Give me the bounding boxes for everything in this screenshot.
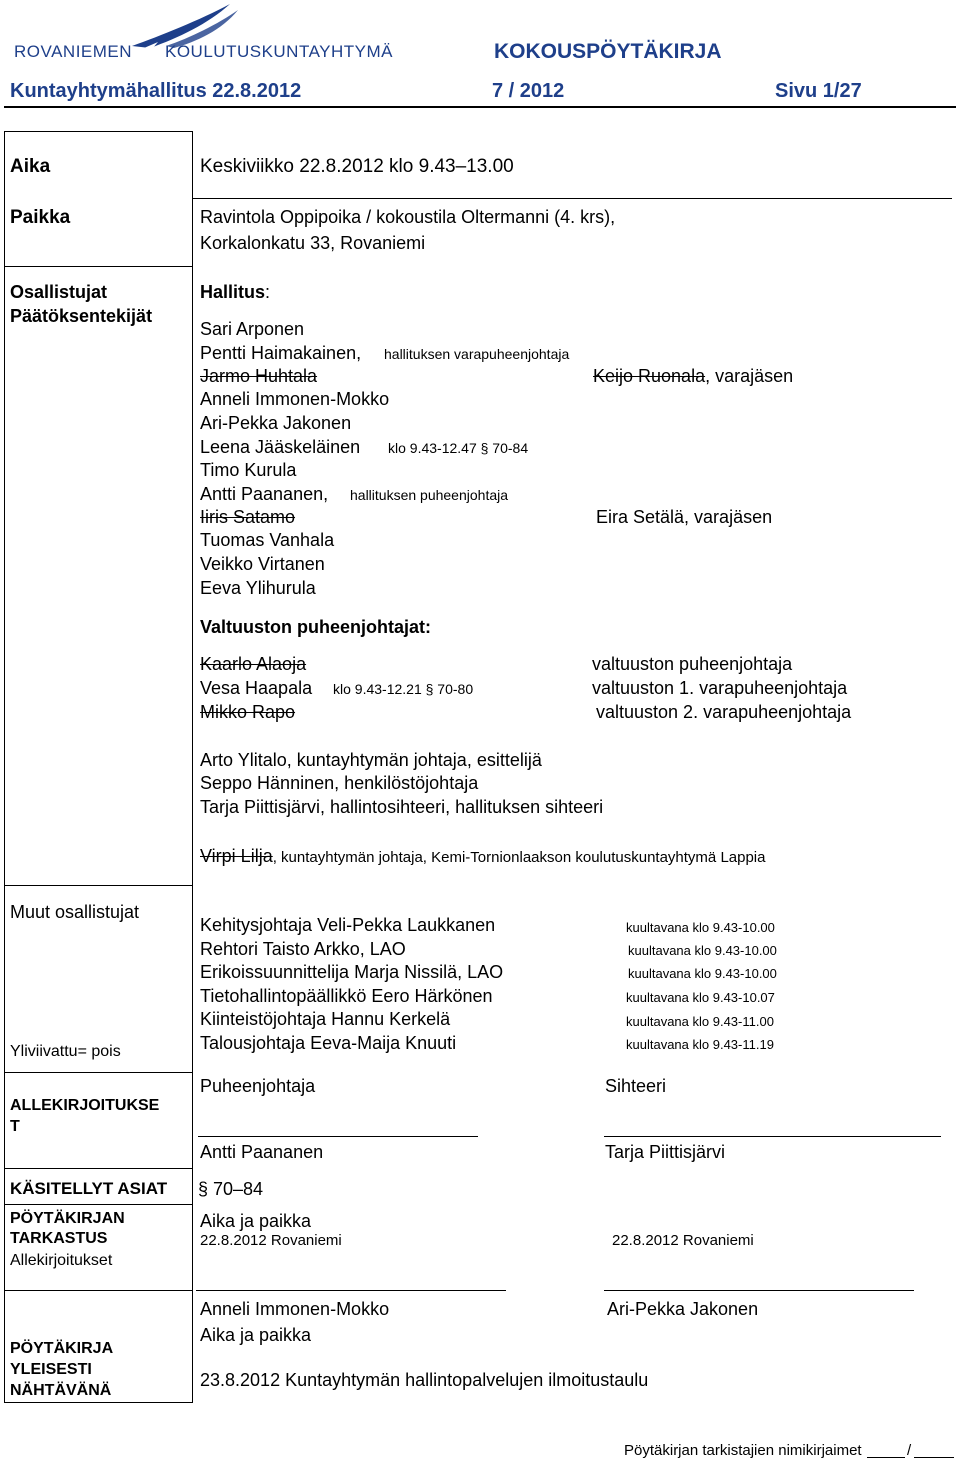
muut-time: kuultavana klo 9.43-10.07 xyxy=(626,990,775,1005)
label-nahtavana-3: NÄHTÄVÄNÄ xyxy=(10,1382,112,1399)
label-tarkastus-2: TARKASTUS xyxy=(10,1230,108,1247)
muut-name: Kiinteistöjohtaja Hannu Kerkelä xyxy=(200,1009,451,1029)
valtuusto-mikko-role: valtuuston 2. varapuheenjohtaja xyxy=(596,702,852,722)
label-allekirjoitukset-1: ALLEKIRJOITUKSE xyxy=(10,1097,160,1114)
aika-underline xyxy=(192,198,952,199)
page-number: Sivu 1/27 xyxy=(775,80,862,102)
table-bottom-border xyxy=(4,1402,192,1403)
member-eeva: Eeva Ylihurula xyxy=(200,578,316,598)
valtuusto-mikko: Mikko Rapo xyxy=(200,702,296,722)
label-aika: Aika xyxy=(10,156,51,177)
row-divider-muut xyxy=(4,885,192,886)
table-top-border xyxy=(4,131,192,132)
meeting-title: Kuntayhtymähallitus 22.8.2012 xyxy=(10,80,302,102)
tarkastus-line-left xyxy=(196,1290,506,1291)
table-left-border xyxy=(4,131,5,1403)
label-osallistujat: Osallistujat xyxy=(10,282,108,302)
kasitellyt-value: § 70–84 xyxy=(198,1179,264,1199)
valtuusto-vesa-note: klo 9.43-12.21 § 70-80 xyxy=(333,681,474,697)
muut-time: kuultavana klo 9.43-10.00 xyxy=(626,920,775,935)
staff-virpi-role: , kuntayhtymän johtaja, Kemi-Tornionlaakson koulutuskuntayhtymä Lappia xyxy=(272,849,766,866)
valtuusto-heading: Valtuuston puheenjohtajat: xyxy=(200,617,432,637)
tarkastus-left-date: 22.8.2012 Rovaniemi xyxy=(200,1232,342,1249)
tarkastus-right-date: 22.8.2012 Rovaniemi xyxy=(612,1232,754,1249)
member-leena-note: klo 9.43-12.47 § 70-84 xyxy=(388,440,529,456)
member-timo: Timo Kurula xyxy=(200,460,297,480)
row-divider-kasitellyt xyxy=(4,1168,192,1169)
hallitus-heading-wrap xyxy=(200,282,270,303)
muut-name: Rehtori Taisto Arkko, LAO xyxy=(200,939,406,959)
tarkastus-line-right xyxy=(604,1290,914,1291)
label-nahtavana-2: YLEISESTI xyxy=(10,1361,92,1378)
member-antti: Antti Paananen, xyxy=(200,484,329,504)
nahtavana-aika-paikka: Aika ja paikka xyxy=(200,1325,312,1345)
deputy-eira: Eira Setälä, varajäsen xyxy=(596,507,773,527)
sig-sihteeri-label: Sihteeri xyxy=(605,1076,667,1096)
footer-initials-line-2 xyxy=(914,1457,954,1458)
deputy-keijo-role: , varajäsen xyxy=(705,366,794,386)
label-paikka: Paikka xyxy=(10,207,71,228)
staff-arto: Arto Ylitalo, kuntayhtymän johtaja, esittelijä xyxy=(200,750,542,770)
table-column-divider xyxy=(192,131,193,1403)
footer-label: Pöytäkirjan tarkistajien nimikirjaimet xyxy=(624,1442,862,1459)
member-antti-role: hallituksen puheenjohtaja xyxy=(350,487,509,503)
row-divider-nahtavana xyxy=(4,1290,192,1291)
label-nahtavana-1: PÖYTÄKIRJA xyxy=(10,1340,114,1357)
muut-time: kuultavana klo 9.43-10.00 xyxy=(628,966,777,981)
logo-text-left: ROVANIEMEN xyxy=(14,42,133,61)
hallitus-colon: : xyxy=(265,282,271,302)
member-leena: Leena Jääskeläinen xyxy=(200,437,361,457)
sig-pj-name: Antti Paananen xyxy=(200,1142,324,1162)
muut-time: kuultavana klo 9.43-10.00 xyxy=(628,943,777,958)
hallitus-heading: Hallitus xyxy=(200,282,266,302)
member-anneli: Anneli Immonen-Mokko xyxy=(200,389,390,409)
staff-tarja: Tarja Piittisjärvi, hallintosihteeri, hallituksen sihteeri xyxy=(200,797,604,817)
staff-virpi-wrap xyxy=(200,846,765,867)
staff-seppo: Seppo Hänninen, henkilöstöjohtaja xyxy=(200,773,479,793)
label-kasitellyt: KÄSITELLYT ASIAT xyxy=(10,1179,168,1198)
muut-name: Erikoissuunnittelija Marja Nissilä, LAO xyxy=(200,962,504,982)
label-paatoksentekijat: Päätöksentekijät xyxy=(10,306,153,326)
row-divider-paikka xyxy=(4,266,192,267)
label-tarkastus-3: Allekirjoitukset xyxy=(10,1252,113,1269)
row-divider-allekirjoitukset xyxy=(4,1072,192,1073)
tarkastus-left-name: Anneli Immonen-Mokko xyxy=(200,1299,390,1319)
row-divider-tarkastus xyxy=(4,1204,192,1205)
deputy-keijo-wrap xyxy=(593,366,793,387)
valtuusto-vesa-role: valtuuston 1. varapuheenjohtaja xyxy=(592,678,848,698)
member-jarmo: Jarmo Huhtala xyxy=(200,366,318,386)
paikka-line-2: Korkalonkatu 33, Rovaniemi xyxy=(200,233,426,253)
tarkastus-right-name: Ari-Pekka Jakonen xyxy=(607,1299,759,1319)
logo-text-right: KOULUTUSKUNTAYHTYMÄ xyxy=(165,42,394,61)
tarkastus-aika-paikka: Aika ja paikka xyxy=(200,1211,312,1231)
member-aripekka: Ari-Pekka Jakonen xyxy=(200,413,352,433)
sig-line-right xyxy=(604,1136,941,1137)
member-sari: Sari Arponen xyxy=(200,319,305,339)
staff-virpi: Virpi Lilja xyxy=(200,846,273,866)
member-veikko: Veikko Virtanen xyxy=(200,554,325,574)
muut-name: Tietohallintopäällikkö Eero Härkönen xyxy=(200,986,493,1006)
label-muut: Muut osallistujat xyxy=(10,902,140,922)
member-pentti-role: hallituksen varapuheenjohtaja xyxy=(384,346,570,362)
label-yliviivattu: Yliviivattu= pois xyxy=(10,1043,121,1060)
muut-name: Talousjohtaja Eeva-Maija Knuuti xyxy=(200,1033,457,1053)
member-tuomas: Tuomas Vanhala xyxy=(200,530,335,550)
header-divider xyxy=(4,106,956,108)
footer-slash: / xyxy=(907,1442,912,1459)
muut-name: Kehitysjohtaja Veli-Pekka Laukkanen xyxy=(200,915,496,935)
label-allekirjoitukset-2: T xyxy=(10,1118,20,1135)
member-pentti: Pentti Haimakainen, xyxy=(200,343,362,363)
muut-time: kuultavana klo 9.43-11.19 xyxy=(626,1037,774,1052)
muut-time: kuultavana klo 9.43-11.00 xyxy=(626,1014,774,1029)
footer-initials-line-1 xyxy=(867,1457,905,1458)
deputy-keijo: Keijo Ruonala xyxy=(593,366,706,386)
valtuusto-kaarlo-role: valtuuston puheenjohtaja xyxy=(592,654,793,674)
doc-type: KOKOUSPÖYTÄKIRJA xyxy=(494,40,722,63)
sig-line-left xyxy=(198,1136,478,1137)
meeting-number: 7 / 2012 xyxy=(492,80,565,102)
valtuusto-kaarlo: Kaarlo Alaoja xyxy=(200,654,307,674)
nahtavana-text: 23.8.2012 Kuntayhtymän hallintopalvelujen ilmoitustaulu xyxy=(200,1370,649,1390)
paikka-line-1: Ravintola Oppipoika / kokoustila Oltermanni (4. krs), xyxy=(200,207,616,227)
label-tarkastus-1: PÖYTÄKIRJAN xyxy=(10,1210,125,1227)
aika-value: Keskiviikko 22.8.2012 klo 9.43–13.00 xyxy=(200,156,514,177)
member-iiris: Iiris Satamo xyxy=(200,507,296,527)
sig-puheenjohtaja-label: Puheenjohtaja xyxy=(200,1076,316,1096)
valtuusto-vesa: Vesa Haapala xyxy=(200,678,313,698)
sig-siht-name: Tarja Piittisjärvi xyxy=(605,1142,726,1162)
